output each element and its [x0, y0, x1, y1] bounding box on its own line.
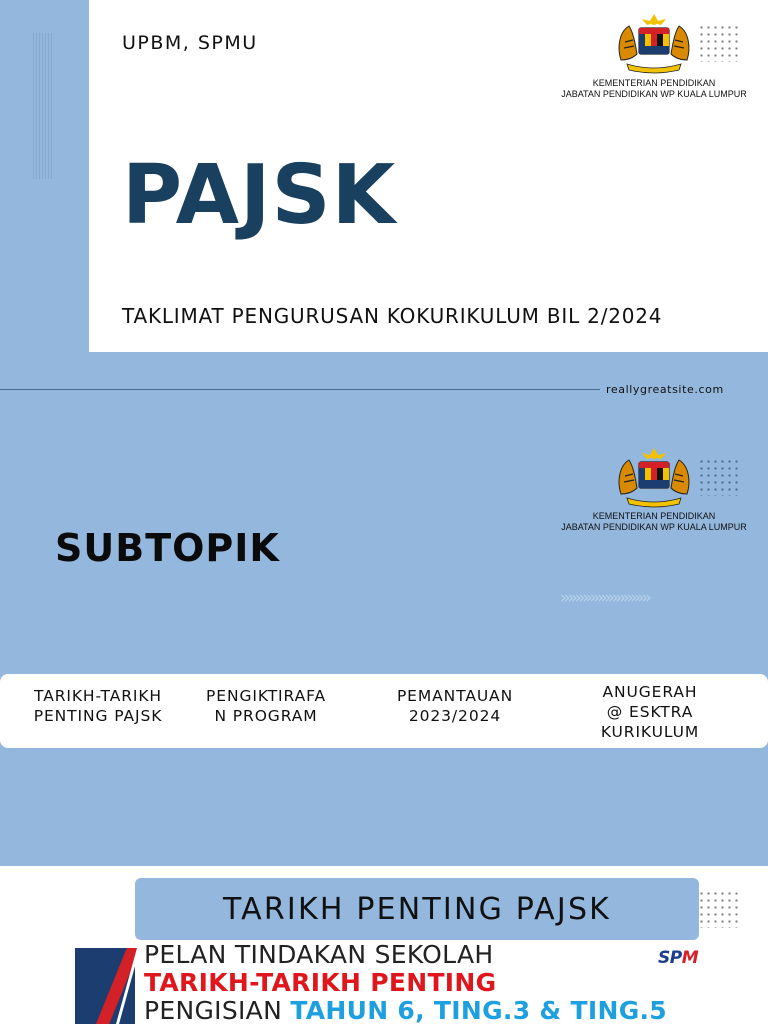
subtopic-line: @ ESKTRA — [606, 703, 694, 721]
slide-subtitle: TAKLIMAT PENGURUSAN KOKURIKULUM BIL 2/2024 — [122, 304, 663, 328]
subtopic-item[interactable] — [570, 682, 730, 742]
subtopic-line: PENTING PAJSK — [33, 707, 163, 725]
malaysia-coat-of-arms-icon — [615, 446, 693, 508]
malaysia-coat-of-arms-icon — [615, 12, 693, 74]
plan-detail-prefix: PENGISIAN — [144, 996, 291, 1024]
plan-detail-highlight: TAHUN 6, TING.3 & TING.5 — [290, 996, 668, 1024]
subtopic-line: PENGIKTIRAFA — [206, 687, 326, 705]
ministry-label — [554, 78, 754, 100]
plan-title: PELAN TINDAKAN SEKOLAH — [144, 940, 494, 969]
slide-title: TARIKH PENTING PAJSK — [222, 892, 612, 927]
page-title: PAJSK — [122, 148, 397, 243]
plan-subtitle: TARIKH-TARIKH PENTING — [144, 968, 497, 997]
decorative-dots — [698, 24, 738, 62]
subtopic-item[interactable] — [18, 686, 178, 726]
ministry-line-2: JABATAN PENDIDIKAN WP KUALA LUMPUR — [561, 89, 747, 99]
website-link[interactable]: reallygreatsite.com — [606, 383, 724, 396]
spm-logo-m: M — [681, 948, 699, 968]
plan-detail — [144, 996, 667, 1024]
organization-label: UPBM, SPMU — [122, 32, 258, 54]
decorative-dots — [698, 458, 738, 496]
horizontal-divider — [0, 389, 600, 390]
decorative-stripe — [33, 33, 53, 179]
ministry-line-2: JABATAN PENDIDIKAN WP KUALA LUMPUR — [561, 522, 747, 532]
subtopic-item[interactable] — [375, 686, 535, 726]
section-heading: SUBTOPIK — [55, 526, 280, 570]
subtopic-line: TARIKH-TARIKH — [34, 687, 162, 705]
ministry-label — [554, 511, 754, 533]
subtopic-line: PEMANTAUAN — [396, 687, 514, 705]
spm-logo-sp: SP — [658, 948, 682, 968]
decorative-dots — [698, 890, 738, 928]
chevron-right-icon: »»»»»»»»»»»» — [560, 588, 649, 608]
subtopic-line: N PROGRAM — [214, 707, 318, 725]
subtopic-line: ANUGERAH — [602, 683, 698, 701]
ministry-line-1: KEMENTERIAN PENDIDIKAN — [592, 78, 716, 88]
subtopic-line: 2023/2024 — [408, 707, 502, 725]
subtopic-item[interactable] — [186, 686, 346, 726]
ministry-line-1: KEMENTERIAN PENDIDIKAN — [592, 511, 716, 521]
subtopic-line: KURIKULUM — [600, 723, 700, 741]
spm-logo — [658, 948, 698, 968]
